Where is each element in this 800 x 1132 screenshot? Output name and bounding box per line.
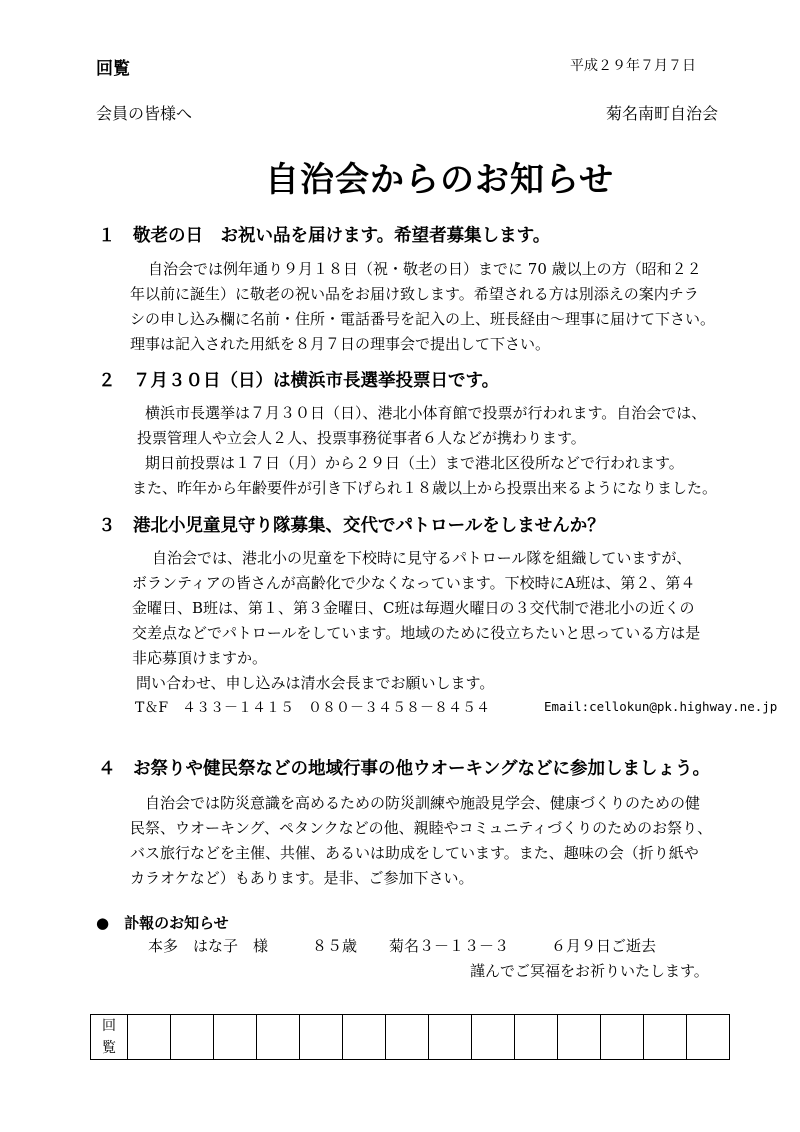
roster-cell xyxy=(687,1015,730,1060)
roster-cell xyxy=(214,1015,257,1060)
section-1-line: 理事は記入された用紙を８月７日の理事会で提出して下さい。 xyxy=(130,335,551,353)
roster-label-top: 回 xyxy=(102,1018,116,1034)
section-3-line: 非応募頂けますか。 xyxy=(132,649,268,667)
section-4-line: カラオケなど）もあります。是非、ご参加下さい。 xyxy=(130,869,474,887)
obituary-date: ６月９日ご逝去 xyxy=(551,937,657,955)
roster-cell xyxy=(300,1015,343,1060)
roster-cell xyxy=(472,1015,515,1060)
recipient: 会員の皆様へ xyxy=(96,104,193,123)
contact-email: Email:cellokun@pk.highway.ne.jp xyxy=(544,699,778,714)
roster-label-bottom: 覧 xyxy=(102,1040,116,1056)
section-4-line: 自治会では防災意識を高めるための防災訓練や施設見学会、健康づくりのための健 xyxy=(145,794,701,812)
roster-cell xyxy=(515,1015,558,1060)
roster-cell xyxy=(601,1015,644,1060)
section-1-line: シの申し込み欄に名前・住所・電話番号を記入の上、班長経由～理事に届けて下さい。 xyxy=(130,310,716,328)
section-1-heading: １ 敬老の日 お祝い品を届けます。希望者募集します。 xyxy=(98,226,551,246)
section-4-heading: ４ お祭りや健民祭などの地域行事の他ウオーキングなどに参加しましょう。 xyxy=(98,759,710,779)
page-title: 自治会からのお知らせ xyxy=(265,160,614,200)
section-4-line: 民祭、ウオーキング、ペタンクなどの他、親睦やコミュニティづくりのためのお祭り、 xyxy=(130,819,713,837)
sender: 菊名南町自治会 xyxy=(606,104,719,123)
section-3-line: 自治会では、港北小の児童を下校時に見守るパトロール隊を組織していますが、 xyxy=(152,549,692,567)
roster-cell xyxy=(429,1015,472,1060)
section-2-line: 期日前投票は１７日（月）から２９日（土）まで港北区役所などで行われます。 xyxy=(145,454,684,472)
circulation-roster xyxy=(90,1014,730,1060)
section-3-line: 問い合わせ、申し込みは清水会長までお願いします。 xyxy=(136,674,495,692)
roster-cell xyxy=(257,1015,300,1060)
issue-date: 平成２９年７月７日 xyxy=(570,58,696,74)
section-3-line: ボランティアの皆さんが高齢化で少なくなっています。下校時にA班は、第２、第４ xyxy=(132,574,696,592)
section-4-line: バス旅行などを主催、共催、あるいは助成をしています。また、趣味の会（折り紙や xyxy=(130,844,699,862)
contact-phone: T＆F ４３３－１４１５ ０８０－３４５８－８４５４ xyxy=(135,700,491,716)
circular-label: 回覧 xyxy=(96,59,130,79)
obituary-condolence: 謹んでご冥福をお祈りいたします。 xyxy=(470,962,709,980)
obituary-age: ８５歳 xyxy=(312,937,358,955)
obituary-name: 本多 はな子 様 xyxy=(148,937,269,955)
roster-cell xyxy=(644,1015,687,1060)
roster-cell xyxy=(343,1015,386,1060)
section-3-line: 交差点などでパトロールをしています。地域のために役立ちたいと思っている方は是 xyxy=(132,624,701,642)
section-3-heading: ３ 港北小児童見守り隊募集、交代でパトロールをしませんか？ xyxy=(98,516,605,536)
obituary-address: 菊名３－１３－３ xyxy=(389,937,510,955)
section-1-line: 年以前に誕生）に敬老の祝い品をお届け致します。希望される方は別添えの案内チラ xyxy=(130,285,699,303)
section-2-line: また、昨年から年齢要件が引き下げられ１８歳以上から投票出来るようになりました。 xyxy=(132,479,718,497)
roster-cell xyxy=(558,1015,601,1060)
roster-cell xyxy=(386,1015,429,1060)
section-3-line: 金曜日、B班は、第１、第３金曜日、C班は毎週火曜日の３交代制で港北小の近くの xyxy=(132,599,695,617)
section-2-heading: ２ ７月３０日（日）は横浜市長選挙投票日です。 xyxy=(98,371,500,391)
roster-cell xyxy=(128,1015,171,1060)
section-1-line: 自治会では例年通り９月１８日（祝・敬老の日）までに 70 歳以上の方（昭和２２ xyxy=(148,260,702,278)
section-2-line: 横浜市長選挙は７月３０日（日）、港北小体育館で投票が行われます。自治会では、 xyxy=(145,404,707,422)
roster-label xyxy=(91,1015,128,1060)
obituary-heading: ● 訃報のお知らせ xyxy=(96,914,229,932)
section-2-line: 投票管理人や立会人２人、投票事務従事者６人などが携わります。 xyxy=(137,429,586,447)
roster-cell xyxy=(171,1015,214,1060)
